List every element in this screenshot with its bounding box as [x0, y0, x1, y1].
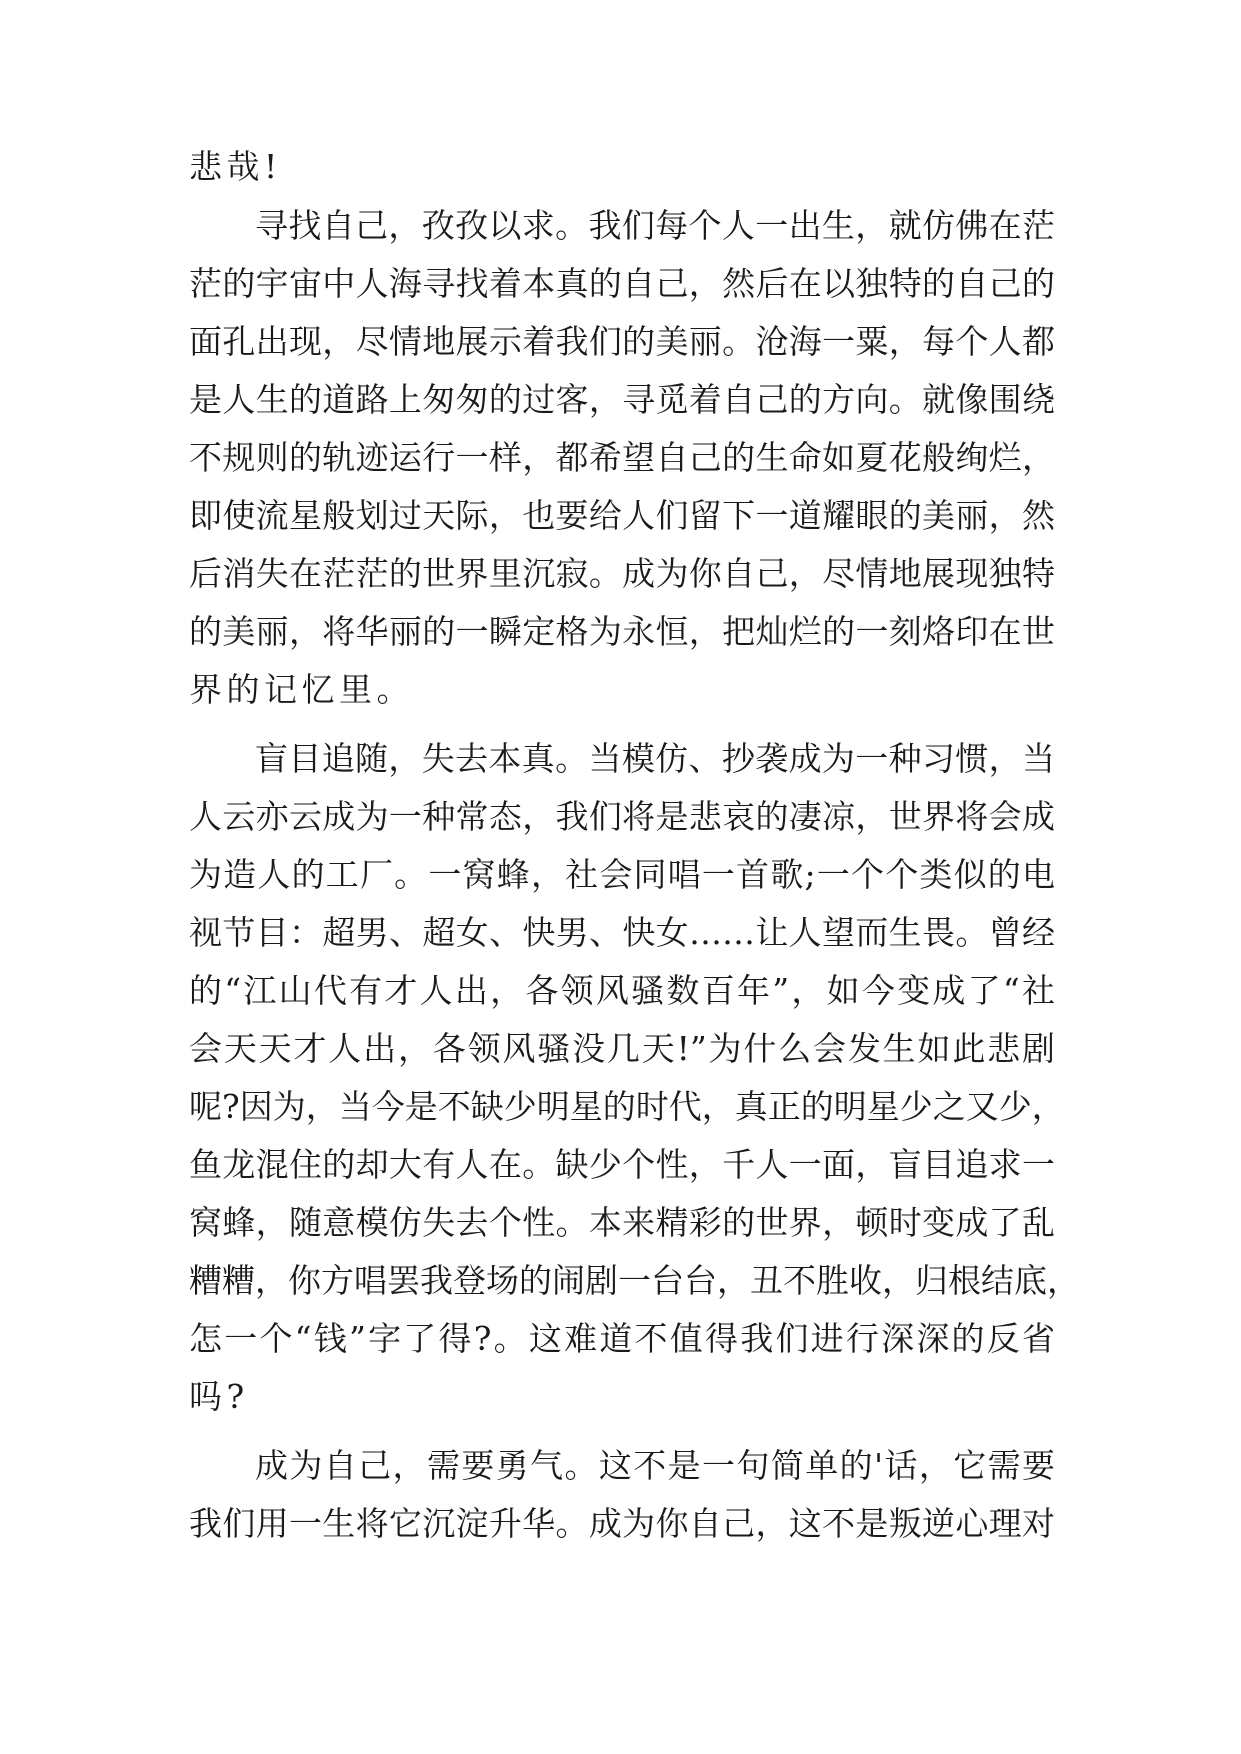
text-line: 界的记忆里。 [189, 670, 414, 709]
paragraph-first-line: 寻找自己，孜孜以求。我们每个人一出生，就仿佛在茫 [255, 206, 1055, 245]
text-line: 不规则的轨迹运行一样，都希望自己的生命如夏花般绚烂， [189, 438, 1055, 477]
text-line: 为造人的工厂。一窝蜂，社会同唱一首歌;一个个类似的电 [189, 855, 1055, 894]
text-line: 会天天才人出，各领风骚没几天!”为什么会发生如此悲剧 [189, 1029, 1055, 1068]
text-line: 后消失在茫茫的世界里沉寂。成为你自己，尽情地展现独特 [189, 554, 1055, 593]
text-line: 是人生的道路上匆匆的过客，寻觅着自己的方向。就像围绕 [189, 380, 1055, 419]
text-line: 茫的宇宙中人海寻找着本真的自己，然后在以独特的自己的 [189, 264, 1055, 303]
text-line: 的“江山代有才人出，各领风骚数百年”，如今变成了“社 [189, 971, 1055, 1010]
text-line: 鱼龙混住的却大有人在。缺少个性，千人一面，盲目追求一 [189, 1145, 1055, 1184]
text-line: 窝蜂，随意模仿失去个性。本来精彩的世界，顿时变成了乱 [189, 1203, 1055, 1242]
text-line: 怎一个“钱”字了得?。这难道不值得我们进行深深的反省 [189, 1319, 1055, 1358]
text-line: 我们用一生将它沉淀升华。成为你自己，这不是叛逆心理对 [189, 1504, 1055, 1543]
text-line: 吗? [189, 1377, 249, 1416]
paragraph-first-line: 盲目追随，失去本真。当模仿、抄袭成为一种习惯，当 [255, 739, 1055, 778]
text-line: 的美丽，将华丽的一瞬定格为永恒，把灿烂的一刻烙印在世 [189, 612, 1055, 651]
text-line: 糟糟，你方唱罢我登场的闹剧一台台，丑不胜收，归根结底， [189, 1261, 1080, 1300]
text-line: 人云亦云成为一种常态，我们将是悲哀的凄凉，世界将会成 [189, 797, 1055, 836]
paragraph-first-line: 成为自己，需要勇气。这不是一句简单的'话，它需要 [255, 1446, 1055, 1485]
text-line: 悲哉! [189, 147, 282, 186]
text-line: 视节目：超男、超女、快男、快女……让人望而生畏。曾经 [189, 913, 1055, 952]
text-line: 即使流星般划过天际，也要给人们留下一道耀眼的美丽，然 [189, 496, 1055, 535]
text-line: 呢?因为，当今是不缺少明星的时代，真正的明星少之又少， [189, 1087, 1065, 1126]
text-line: 面孔出现，尽情地展示着我们的美丽。沧海一粟，每个人都 [189, 322, 1055, 361]
